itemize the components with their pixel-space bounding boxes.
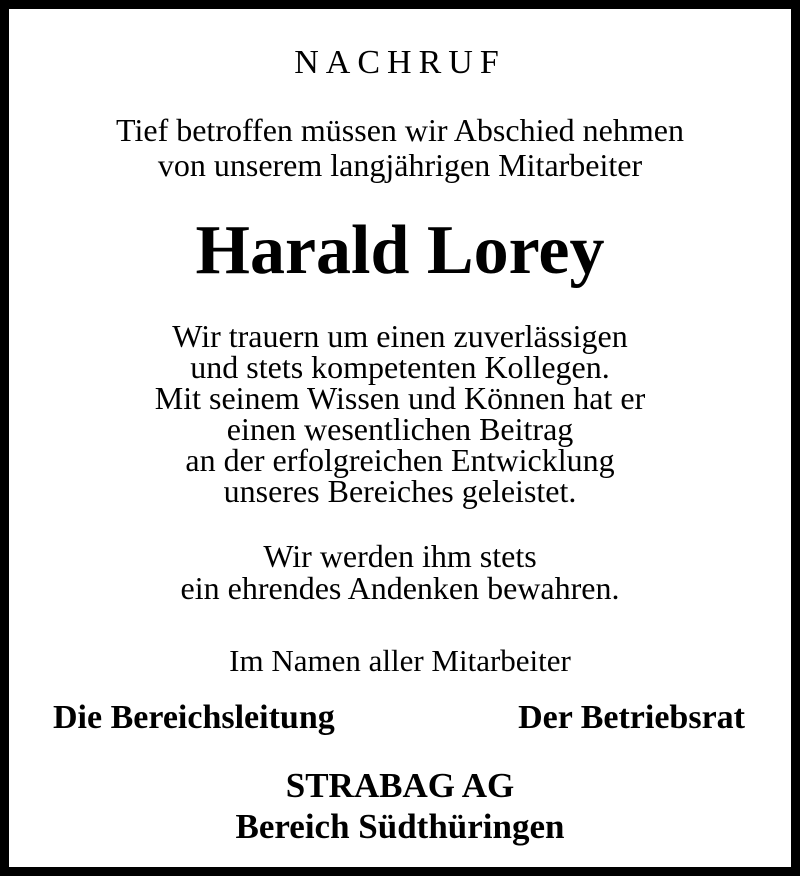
tribute-line-6: unseres Bereiches geleistet. [223, 473, 577, 509]
tribute-line-4: einen wesentlichen Beitrag [226, 411, 574, 447]
intro-line-1: Tief betroffen müssen wir Abschied nehmen [116, 112, 684, 148]
on-behalf-line: Im Namen aller Mitarbeiter [229, 643, 571, 678]
closing-line-1: Wir werden ihm stets [263, 538, 537, 574]
closing-line-2: ein ehrendes Andenken bewahren. [180, 570, 620, 606]
signatory-works-council: Der Betriebsrat [518, 699, 745, 736]
tribute-line-3: Mit seinem Wissen und Können hat er [154, 380, 646, 416]
tribute-line-2: und stets kompetenten Kollegen. [190, 349, 610, 385]
tribute-line-5: an der erfolgreichen Entwicklung [185, 442, 615, 478]
signatory-management: Die Bereichsleitung [53, 699, 335, 736]
tribute-line-1: Wir trauern um einen zuverlässigen [172, 318, 628, 354]
notice-heading: NACHRUF [294, 44, 506, 81]
company-name: STRABAG AG [285, 766, 515, 805]
intro-line-2: von unserem langjährigen Mitarbeiter [157, 147, 643, 183]
deceased-name: Harald Lorey [195, 212, 605, 289]
company-division: Bereich Südthüringen [235, 807, 565, 846]
